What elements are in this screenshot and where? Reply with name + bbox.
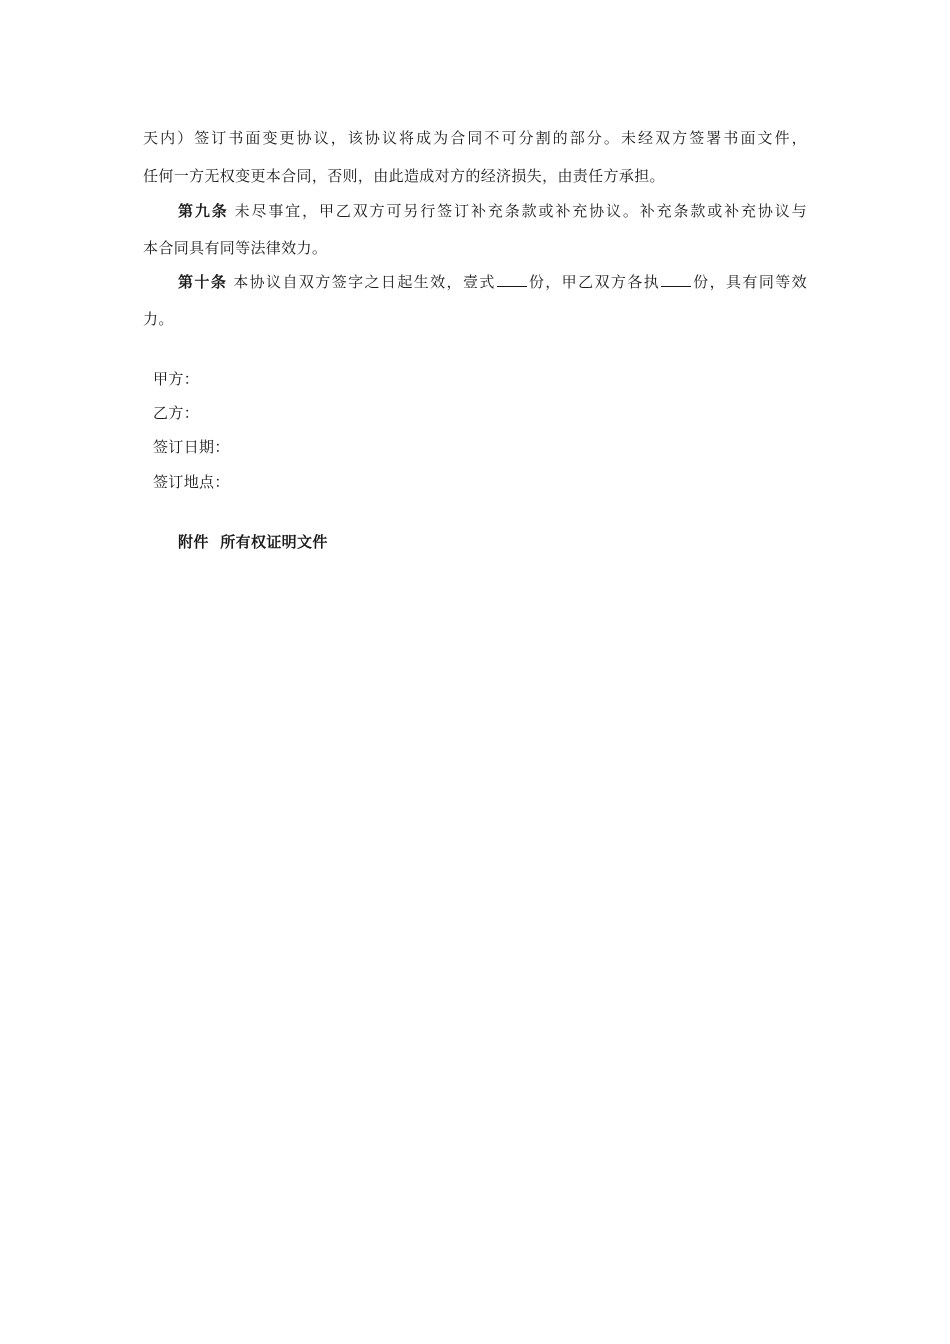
clause-8-continuation-line-2: 任何一方无权变更本合同，否则，由此造成对方的经济损失，由责任方承担。 bbox=[143, 167, 665, 185]
article-10-text-a: 本协议自双方签字之日起生效，壹式 bbox=[233, 273, 496, 291]
article-9-title: 第九条 bbox=[178, 202, 229, 220]
clause-8-continuation-line-1: 天内）签订书面变更协议，该协议将成为合同不可分割的部分。未经双方签署书面文件， bbox=[143, 129, 807, 147]
article-9-text: 未尽事宜，甲乙双方可另行签订补充条款或补充协议。补充条款或补充协议与 bbox=[234, 202, 807, 220]
copies-total-blank bbox=[497, 272, 527, 287]
copies-each-blank bbox=[661, 272, 691, 287]
sign-place-label: 签订地点： bbox=[153, 473, 230, 491]
party-a-label: 甲方： bbox=[153, 370, 200, 388]
appendix-label: 附件 bbox=[178, 533, 209, 551]
appendix-title: 所有权证明文件 bbox=[220, 533, 328, 551]
party-b-label: 乙方： bbox=[153, 404, 200, 422]
article-10-text-c: 份，具有同等效 bbox=[692, 273, 807, 291]
article-10-line-2: 力。 bbox=[143, 310, 174, 328]
article-10-text-b: 份，甲乙双方各执 bbox=[527, 273, 661, 291]
sign-date-label: 签订日期： bbox=[153, 438, 230, 456]
article-10-title: 第十条 bbox=[178, 273, 228, 291]
article-9-line-2: 本合同具有同等法律效力。 bbox=[143, 239, 328, 257]
article-9-line-1 bbox=[178, 201, 807, 221]
appendix-heading bbox=[178, 532, 328, 552]
article-10-line-1 bbox=[178, 272, 807, 292]
